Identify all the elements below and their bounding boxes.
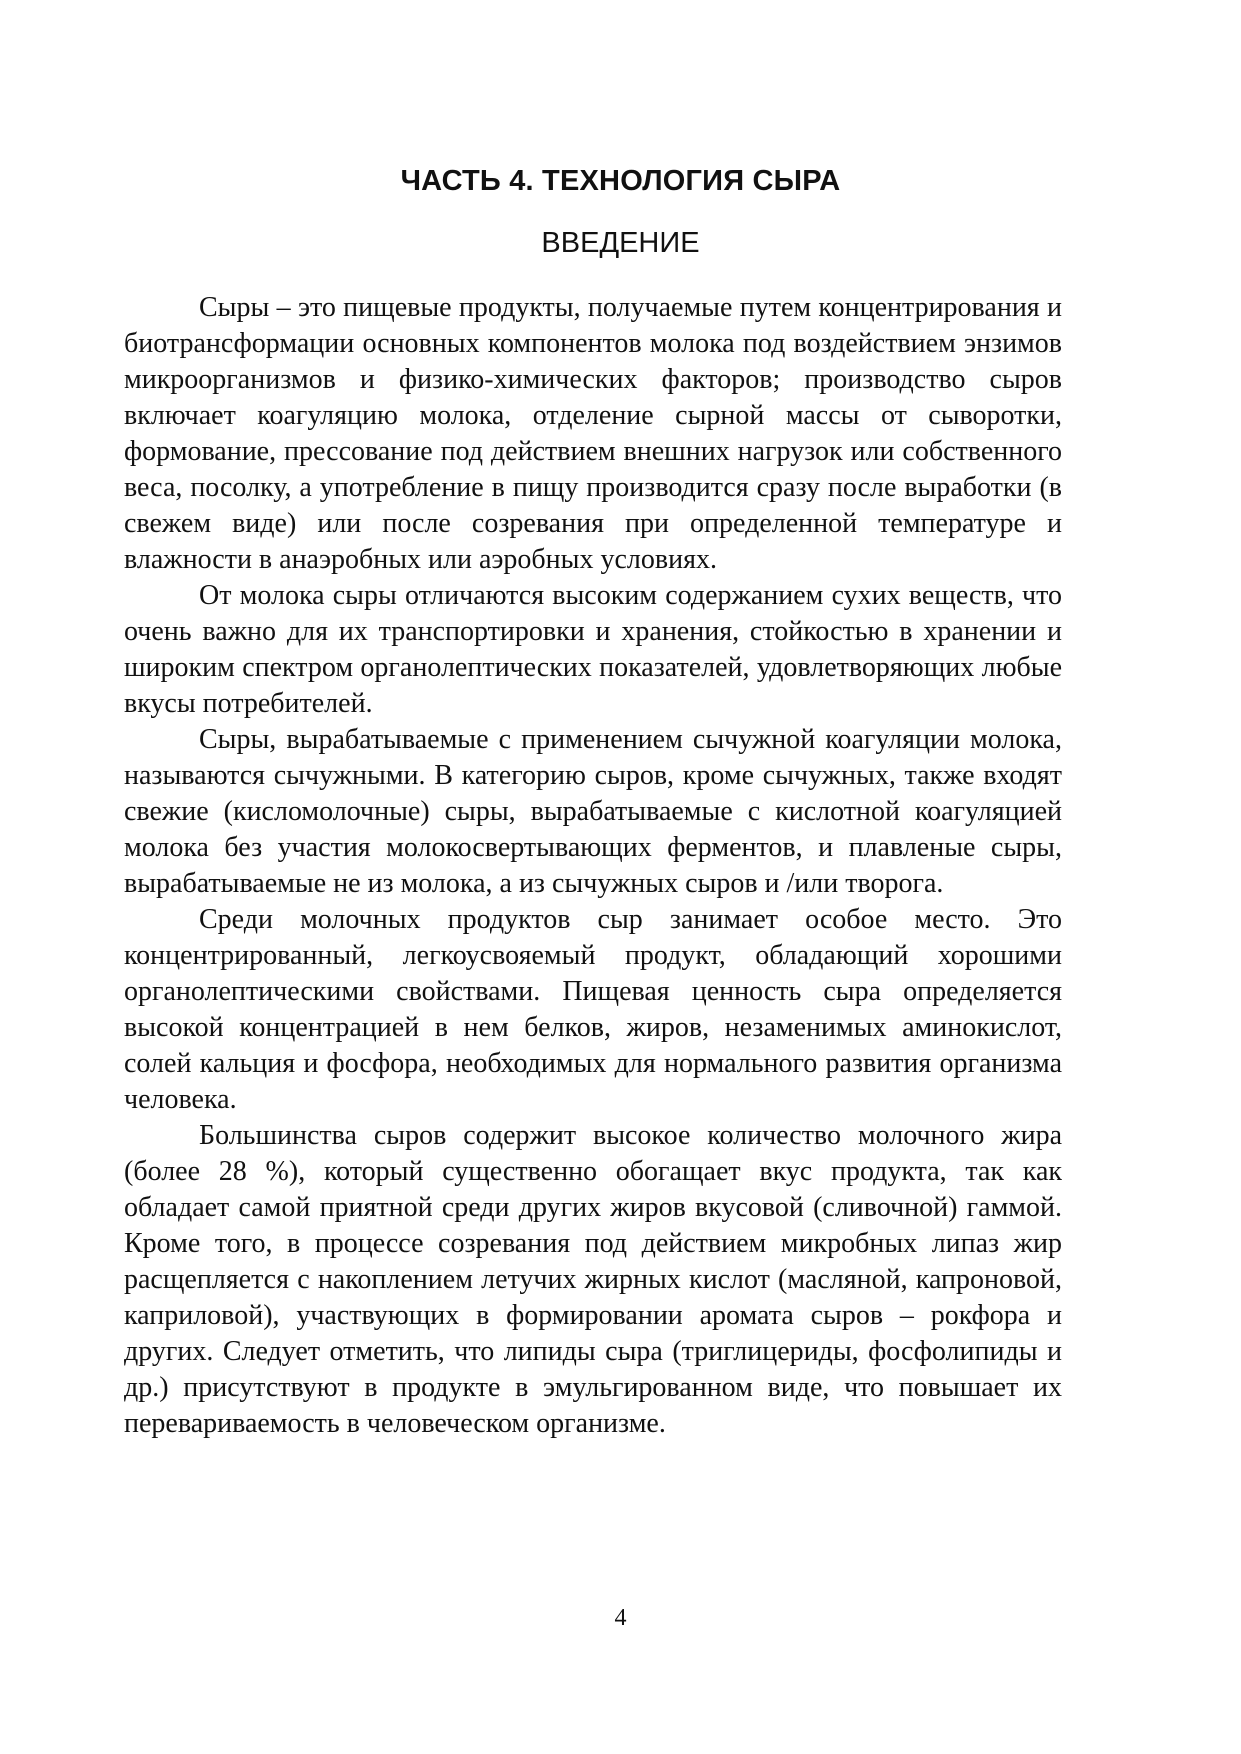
body-text [124,290,1062,1442]
section-title: ВВЕДЕНИЕ [541,227,700,259]
paragraph-2: От молока сыры отличаются высоким содержанием сухих веществ, что очень важно для их транспортировки и хранения, стойкостью в хранении и широким спектром органолептических показателей, удовлетворяющих любые вкусы потребителей. [124,580,1062,719]
paragraph-3: Сыры, вырабатываемые с применением сычужной коагуляции молока, называются сычужными. В категорию сыров, кроме сычужных, также входят свежие (кисломолочные) сыры, вырабатываемые с кислотной коагуляцией молока без участия молокосвертывающих ферментов, и плавленые сыры, вырабатываемые не из молока, а из сычужных сыров и /или творога. [124,724,1062,899]
paragraph-1: Сыры – это пищевые продукты, получаемые путем концентрирования и биотрансформации основных компонентов молока под воздействием энзимов микроорганизмов и физико-химических факторов; производство сыров включает коагуляцию молока, отделение сырной массы от сыворотки, формование, прессование под действием внешних нагрузок или собственного веса, посолку, а употребление в пищу производится сразу после выработки (в свежем виде) или после созревания при определенной температуре и влажности в анаэробных или аэробных условиях. [124,292,1062,575]
page-number: 4 [614,1605,627,1631]
part-title: ЧАСТЬ 4. ТЕХНОЛОГИЯ СЫРА [400,165,841,197]
paragraph-5: Большинства сыров содержит высокое количество молочного жира (более 28 %), который существенно обогащает вкус продукта, так как обладает самой приятной среди других жиров вкусовой (сливочной) гаммой. Кроме того, в процессе созревания под действием микробных липаз жир расщепляется с накоплением летучих жирных кислот (масляной, капроновой, каприловой), участвующих в формировании аромата сыров – рокфора и других. Следует отметить, что липиды сыра (триглицериды, фосфолипиды и др.) присутствуют в продукте в эмульгированном виде, что повышает их перевариваемость в человеческом организме. [124,1120,1062,1439]
paragraph-4: Среди молочных продуктов сыр занимает особое место. Это концентрированный, легкоусвояемый продукт, обладающий хорошими органолептическими свойствами. Пищевая ценность сыра определяется высокой концентрацией в нем белков, жиров, незаменимых аминокислот, солей кальция и фосфора, необходимых для нормального развития организма человека. [124,904,1062,1115]
